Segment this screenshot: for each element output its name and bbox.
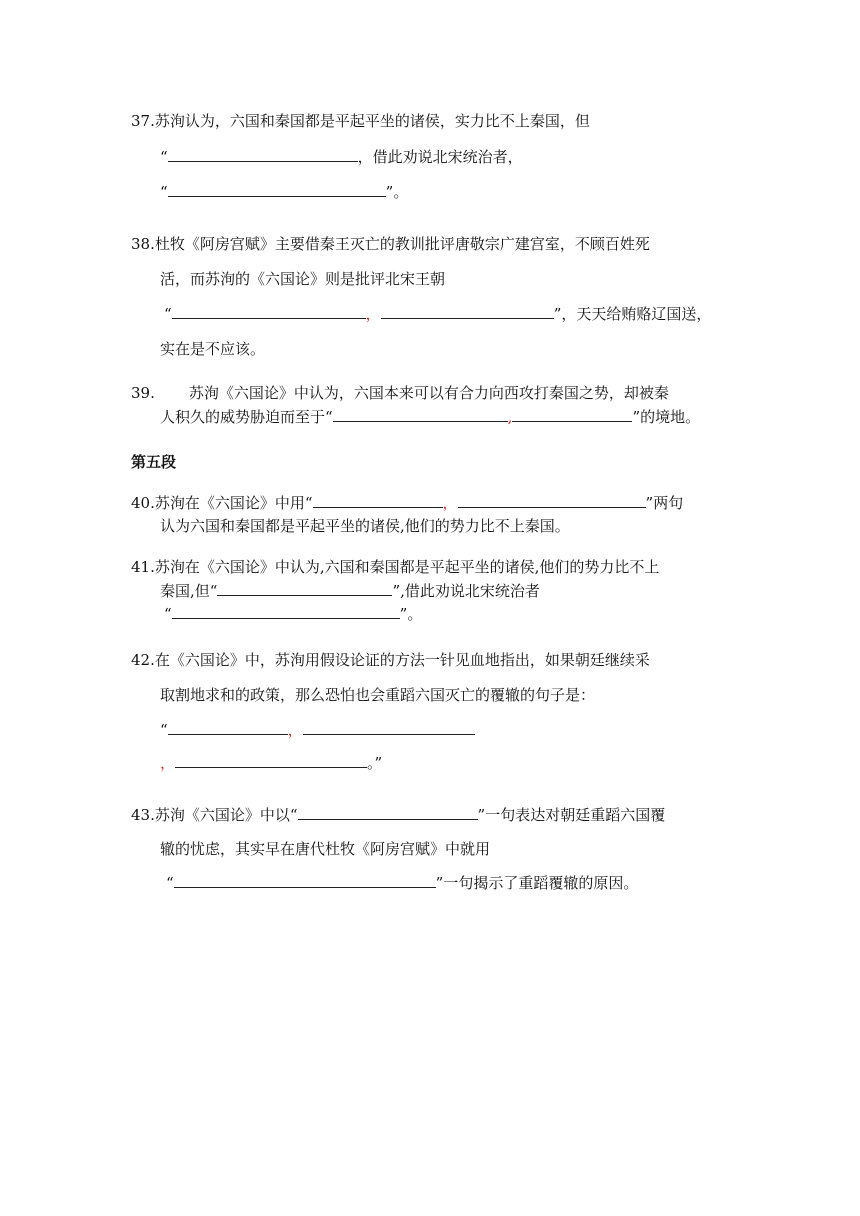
q38-line3 — [164, 303, 711, 325]
q42-number: 42. — [131, 651, 155, 669]
q41-blank1[interactable] — [217, 580, 392, 596]
open-quote: “ — [160, 183, 168, 201]
q40-line2 — [160, 515, 570, 537]
q40-number: 40. — [131, 494, 155, 512]
q43-blank2[interactable] — [174, 872, 436, 888]
q37-text2: ，借此劝说北宋统治者， — [357, 148, 523, 166]
close-quote: ”。 — [385, 183, 409, 201]
open-quote: “ — [164, 605, 172, 623]
q38-text4: 实在是不应该。 — [160, 340, 266, 358]
q37-text1: 苏洵认为，六国和秦国都是平起平坐的诸侯，实力比不上秦国，但 — [154, 112, 590, 130]
q43-text1a: 苏洵《六国论》中以“ — [154, 806, 298, 824]
q40-blank2[interactable] — [458, 492, 646, 508]
open-quote: “ — [164, 305, 172, 323]
q41-line3 — [164, 603, 422, 625]
q42-blank3[interactable] — [175, 752, 367, 768]
q42-line2 — [160, 684, 595, 706]
q38-number: 38. — [131, 235, 155, 253]
q42-text1: 在《六国论》中，苏洵用假设论证的方法一针见血地指出，如果朝廷继续采 — [154, 651, 650, 669]
q38-blank1[interactable] — [172, 303, 366, 319]
q39-blank1[interactable] — [333, 406, 508, 422]
q39-blank2[interactable] — [512, 406, 632, 422]
q41-text1: 苏洵在《六国论》中认为,六国和秦国都是平起平坐的诸侯,他们的势力比不上 — [154, 558, 660, 576]
q39-line1 — [131, 382, 669, 404]
q38-line1 — [131, 233, 650, 255]
q37-line1 — [131, 110, 590, 132]
open-quote: “ — [160, 721, 168, 739]
q37-number: 37. — [131, 112, 155, 130]
q39-text1: 苏洵《六国论》中认为，六国本来可以有合力向西攻打秦国之势，却被秦 — [188, 384, 669, 402]
q43-text2: 辙的忧虑，其实早在唐代杜牧《阿房宫赋》中就用 — [160, 840, 491, 858]
section-heading: 第五段 — [131, 453, 177, 471]
q41-text2b: ”,借此劝说北宋统治者 — [392, 582, 540, 600]
q40-line1 — [131, 492, 683, 514]
q37-line3 — [160, 181, 408, 203]
q38-line2 — [160, 268, 445, 290]
q42-comma2: ， — [160, 754, 176, 772]
q38-text3: ”，天天给贿赂辽国送， — [553, 305, 712, 323]
open-quote: “ — [166, 874, 174, 892]
q41-text2a: 秦国,但“ — [160, 582, 218, 600]
q40-text1b: ”两句 — [645, 494, 684, 512]
q41-line1 — [131, 556, 659, 578]
q37-line2 — [160, 146, 523, 168]
q37-blank1[interactable] — [168, 146, 358, 162]
q38-text1: 杜牧《阿房宫赋》主要借秦王灭亡的教训批评唐敬宗广建宫室，不顾百姓死 — [154, 235, 650, 253]
q39-line2 — [160, 406, 700, 428]
q41-line2 — [160, 580, 540, 602]
q39-comma: , — [507, 408, 513, 426]
q42-text2: 取割地求和的政策，那么恐怕也会重蹈六国灭亡的覆辙的句子是： — [160, 686, 596, 704]
q41-blank2[interactable] — [172, 603, 400, 619]
q43-line3 — [166, 872, 638, 894]
q42-line3 — [160, 719, 475, 741]
q43-number: 43. — [131, 806, 155, 824]
q43-text3: ”一句揭示了重蹈覆辙的原因。 — [435, 874, 639, 892]
q38-blank2[interactable] — [381, 303, 554, 319]
q42-comma1: ， — [287, 721, 303, 739]
q39-text3: ”的境地。 — [632, 408, 701, 426]
q38-line4 — [160, 338, 265, 360]
q43-blank1[interactable] — [298, 804, 478, 820]
q38-comma: ， — [365, 305, 381, 323]
q42-blank1[interactable] — [168, 719, 288, 735]
close-quote: 。” — [367, 754, 383, 772]
q40-text2: 认为六国和秦国都是平起平坐的诸侯,他们的势力比不上秦国。 — [160, 517, 570, 535]
open-quote: “ — [160, 148, 168, 166]
q38-text2: 活，而苏洵的《六国论》则是批评北宋王朝 — [160, 270, 446, 288]
q42-blank2[interactable] — [303, 719, 475, 735]
q40-text1a: 苏洵在《六国论》中用“ — [154, 494, 313, 512]
q43-line1 — [131, 804, 665, 826]
q42-line4 — [160, 752, 382, 774]
q40-comma: ， — [442, 494, 458, 512]
q39-number: 39. — [131, 384, 155, 402]
q42-line1 — [131, 649, 650, 671]
q41-number: 41. — [131, 558, 155, 576]
close-quote: ”。 — [399, 605, 423, 623]
q39-text2: 人积久的威势胁迫而至于“ — [160, 408, 333, 426]
q43-line2 — [160, 838, 490, 860]
q43-text1b: ”一句表达对朝廷重蹈六国覆 — [477, 806, 666, 824]
q40-blank1[interactable] — [313, 492, 443, 508]
q37-blank2[interactable] — [168, 181, 386, 197]
